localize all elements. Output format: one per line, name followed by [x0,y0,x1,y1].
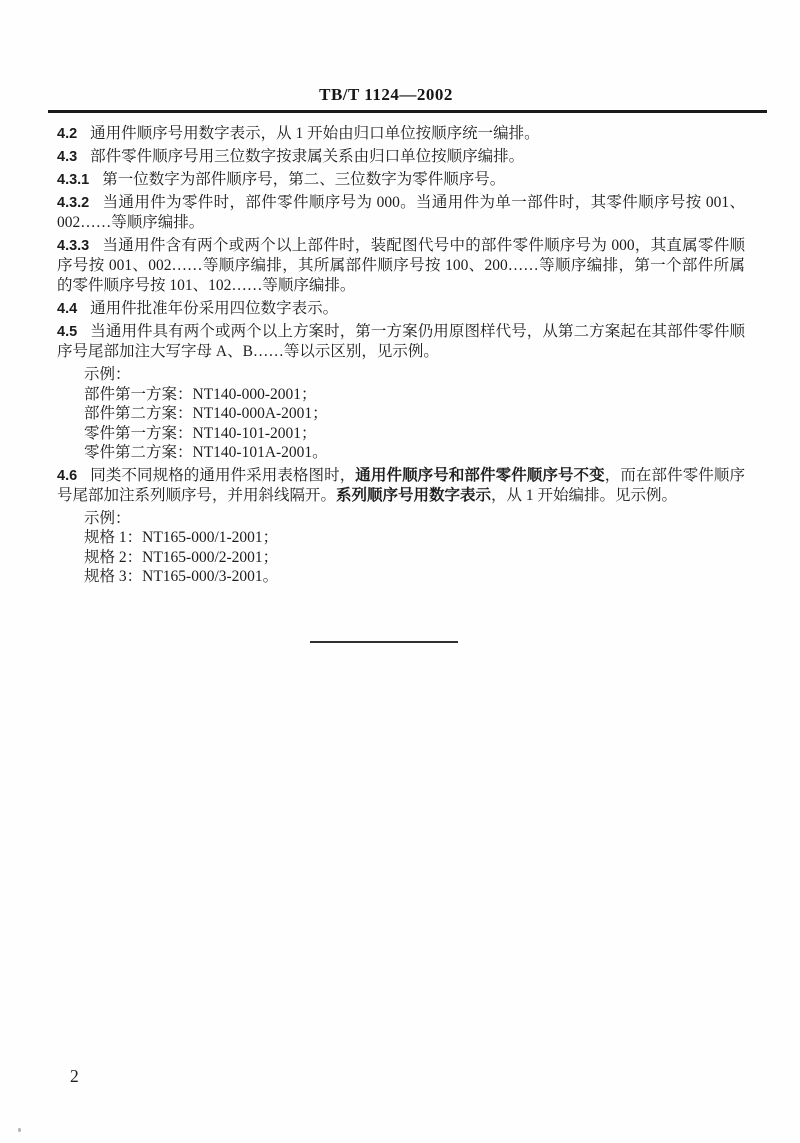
clause-4-3 [57,147,745,167]
clause-4-4 [57,299,745,319]
clause-text: 部件零件顺序号用三位数字按隶属关系由归口单位按顺序编排。 [90,148,525,165]
clause-4-6 [57,466,745,506]
clause-text: 同类不同规格的通用件采用表格图时， [90,466,356,484]
doc-code-header: TB/T 1124—2002 [319,85,453,104]
clause-4-3-3 [57,236,745,296]
document-body [57,124,745,590]
scan-artifact-speck [18,1128,21,1132]
clause-number: 4.3.2 [57,195,90,211]
clause-number: 4.6 [57,467,78,484]
clause-text: 第一位数字为部件顺序号，第二、三位数字为零件顺序号。 [102,171,506,188]
header-rule [48,110,767,113]
end-of-text-rule [310,641,458,643]
clause-number: 4.3.1 [57,172,90,188]
example-block-clause-4-5 [84,365,745,463]
example-line-spec-1: 规格 1：NT165-000/1-2001； [84,529,279,546]
clause-4-2 [57,124,745,144]
clause-number: 4.3.3 [57,238,90,254]
clause-number: 4.5 [57,324,78,340]
clause-4-5 [57,322,745,362]
clause-number: 4.4 [57,301,78,317]
clause-text: 当通用件为零件时，部件零件顺序号为 000。当通用件为单一部件时，其零件顺序号按 001、002……等顺序编排。 [57,194,745,231]
clause-number: 4.2 [57,126,78,142]
example-line-part-scheme-1: 部件第一方案：NT140-000-2001； [84,385,317,403]
clause-text: 当通用件含有两个或两个以上部件时，装配图代号中的部件零件顺序号为 000，其直属零件顺序号按 001、002……等顺序编排，其所属部件顺序号按 100、200……等顺序编排，第一个部件所属的零件顺序号按 101、102……等顺序编排。 [57,237,745,294]
page-number: 2 [70,1066,79,1086]
example-line-part-scheme-2: 部件第二方案：NT140-000A-2001； [84,405,328,422]
clause-4-3-1 [57,170,745,190]
bold-phrase: 通用件顺序号和部件零件顺序号不变 [355,466,605,484]
example-block-clause-4-6 [84,509,745,587]
example-line-piece-scheme-2: 零件第二方案：NT140-101A-2001。 [84,444,328,461]
clause-text: 通用件顺序号用数字表示，从 1 开始由归口单位按顺序统一编排。 [90,125,540,142]
clause-text: ，而在部件零件顺序号尾部加注系列顺序号，并用斜线隔开。 [57,466,745,504]
example-label: 示例： [84,509,131,527]
example-line-spec-3: 规格 3：NT165-000/3-2001。 [84,568,279,585]
clause-text: ，从 1 开始编排。见示例。 [491,486,678,504]
example-line-piece-scheme-1: 零件第一方案：NT140-101-2001； [84,424,317,442]
clause-text: 通用件批准年份采用四位数字表示。 [90,300,339,317]
clause-4-3-2 [57,193,745,233]
clause-number: 4.3 [57,149,78,165]
example-label: 示例： [84,366,131,383]
clause-text: 当通用件具有两个或两个以上方案时，第一方案仍用原图样代号，从第二方案起在其部件零件顺序号尾部加注大写字母 A、B……等以示区别，见示例。 [57,323,745,360]
bold-phrase: 系列顺序号用数字表示 [336,486,492,504]
example-line-spec-2: 规格 2：NT165-000/2-2001； [84,548,279,566]
